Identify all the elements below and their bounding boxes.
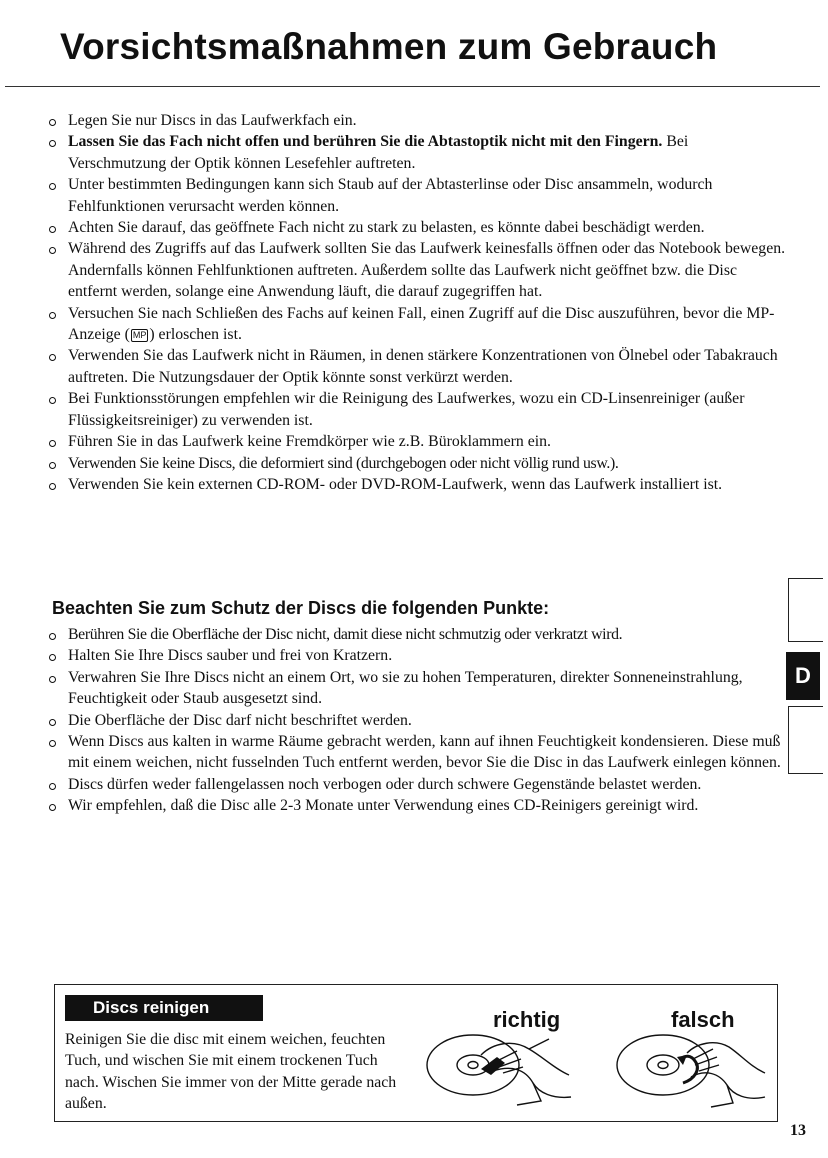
list-item bbox=[46, 774, 786, 795]
item-text: Wenn Discs aus kalten in warme Räume gebracht werden, kann auf ihnen Feuchtigkeit kondensieren. Diese muß mit einem weichen, nicht fusselnden Tuch entfernt werden, bevor Sie die Disc in das Laufwerk einlegen können. bbox=[68, 733, 781, 772]
list-item bbox=[46, 431, 786, 452]
item-text: Versuchen Sie nach Schließen des Fachs auf keinen Fall, einen Zugriff auf die Disc auszuführen, bevor die MP-Anzeige ( bbox=[68, 304, 775, 344]
side-tab-frame-bottom bbox=[788, 706, 823, 774]
item-text: Verwahren Sie Ihre Discs nicht an einem Ort, wo sie zu hohen Temperaturen, direkter Sonneneinstrahlung, Feuchtigkeit oder Staub ausgesetzt sind. bbox=[68, 668, 743, 708]
cleaning-box bbox=[54, 984, 778, 1122]
page-number: 13 bbox=[790, 1122, 806, 1139]
list-item bbox=[46, 131, 786, 174]
list-item bbox=[46, 110, 786, 131]
title-divider bbox=[5, 86, 820, 87]
disc-cleaning-wrong-illustration bbox=[601, 1025, 771, 1115]
list-item bbox=[46, 710, 786, 731]
item-text: Während des Zugriffs auf das Laufwerk sollten Sie das Laufwerk keinesfalls öffnen oder das Notebook bewegen. Andernfalls können Fehlfunktionen auftreten. Außerdem sollte das Laufwerk nicht geöffnet bzw. die Disc entfernt werden, solange eine Anwendung läuft, die darauf zugegriffen hat. bbox=[68, 240, 786, 301]
list-item bbox=[46, 795, 786, 816]
list-item bbox=[46, 388, 786, 431]
side-tab-frame-top bbox=[788, 578, 823, 642]
item-bold-text: Lassen Sie das Fach nicht offen und berühren Sie die Abtastoptik nicht mit den Fingern. bbox=[68, 133, 663, 151]
disc-cleaning-correct-illustration bbox=[421, 1025, 581, 1115]
list-item bbox=[46, 303, 786, 346]
list-item bbox=[46, 217, 786, 238]
item-text: Verwenden Sie das Laufwerk nicht in Räumen, in denen stärkere Konzentrationen von Ölnebel oder Tabakrauch auftreten. Die Nutzungsdauer der Optik könnte sonst verkürzt werden. bbox=[68, 347, 778, 386]
list-item bbox=[46, 238, 786, 302]
item-text: Discs dürfen weder fallengelassen noch verbogen oder durch schwere Gegenstände belastet werden. bbox=[68, 775, 702, 793]
list-item bbox=[46, 345, 786, 388]
list-item bbox=[46, 731, 786, 774]
list-item bbox=[46, 174, 786, 217]
item-text: ) erloschen ist. bbox=[149, 326, 242, 344]
disc-protection-list bbox=[46, 624, 786, 817]
list-item bbox=[46, 667, 786, 710]
item-text: Verwenden Sie kein externen CD-ROM- oder DVD-ROM-Laufwerk, wenn das Laufwerk installiert ist. bbox=[68, 475, 723, 493]
list-item bbox=[46, 453, 786, 474]
item-text: Führen Sie in das Laufwerk keine Fremdkörper wie z.B. Büroklammern ein. bbox=[68, 433, 551, 451]
item-text: Die Oberfläche der Disc darf nicht beschriftet werden. bbox=[68, 711, 412, 729]
precautions-list bbox=[46, 110, 786, 495]
cleaning-heading: Discs reinigen bbox=[65, 995, 263, 1021]
list-item bbox=[46, 624, 786, 645]
item-text: Achten Sie darauf, das geöffnete Fach nicht zu stark zu belasten, es könnte dabei beschädigt werden. bbox=[68, 219, 705, 237]
page-title: Vorsichtsmaßnahmen zum Gebrauch bbox=[60, 26, 718, 67]
item-text: Unter bestimmten Bedingungen kann sich Staub auf der Abtasterlinse oder Disc ansammeln, wodurch Fehlfunktionen verursacht werden können. bbox=[68, 176, 713, 215]
list-item bbox=[46, 645, 786, 666]
mp-indicator-icon: MP bbox=[132, 330, 147, 341]
item-text: Wir empfehlen, daß die Disc alle 2-3 Monate unter Verwendung eines CD-Reinigers gereinigt wird. bbox=[68, 797, 699, 815]
item-text: Halten Sie Ihre Discs sauber und frei von Kratzern. bbox=[68, 647, 393, 665]
item-text: Berühren Sie die Oberfläche der Disc nicht, damit diese nicht schmutzig oder verkratzt wird. bbox=[68, 626, 623, 643]
language-tab: D bbox=[786, 652, 820, 700]
label-wrong: falsch bbox=[671, 1007, 735, 1032]
item-text: Verwenden Sie keine Discs, die deformiert sind (durchgebogen oder nicht völlig rund usw.). bbox=[68, 454, 619, 472]
item-text: Legen Sie nur Discs in das Laufwerkfach ein. bbox=[68, 112, 357, 129]
item-text: Bei Verschmutzung der Optik können Lesefehler auftreten. bbox=[68, 133, 689, 172]
list-item bbox=[46, 474, 786, 495]
cleaning-text: Reinigen Sie die disc mit einem weichen, feuchten Tuch, und wischen Sie mit einem trockenen Tuch nach. Wischen Sie immer von der Mitte gerade nach außen. bbox=[65, 1031, 397, 1113]
item-text: Bei Funktionsstörungen empfehlen wir die Reinigung des Laufwerkes, wozu ein CD-Linsenreiniger (außer Flüssigkeitsreiniger) zu verwenden ist. bbox=[68, 390, 745, 429]
label-correct: richtig bbox=[493, 1007, 561, 1032]
disc-protection-heading: Beachten Sie zum Schutz der Discs die folgenden Punkte: bbox=[52, 598, 550, 618]
